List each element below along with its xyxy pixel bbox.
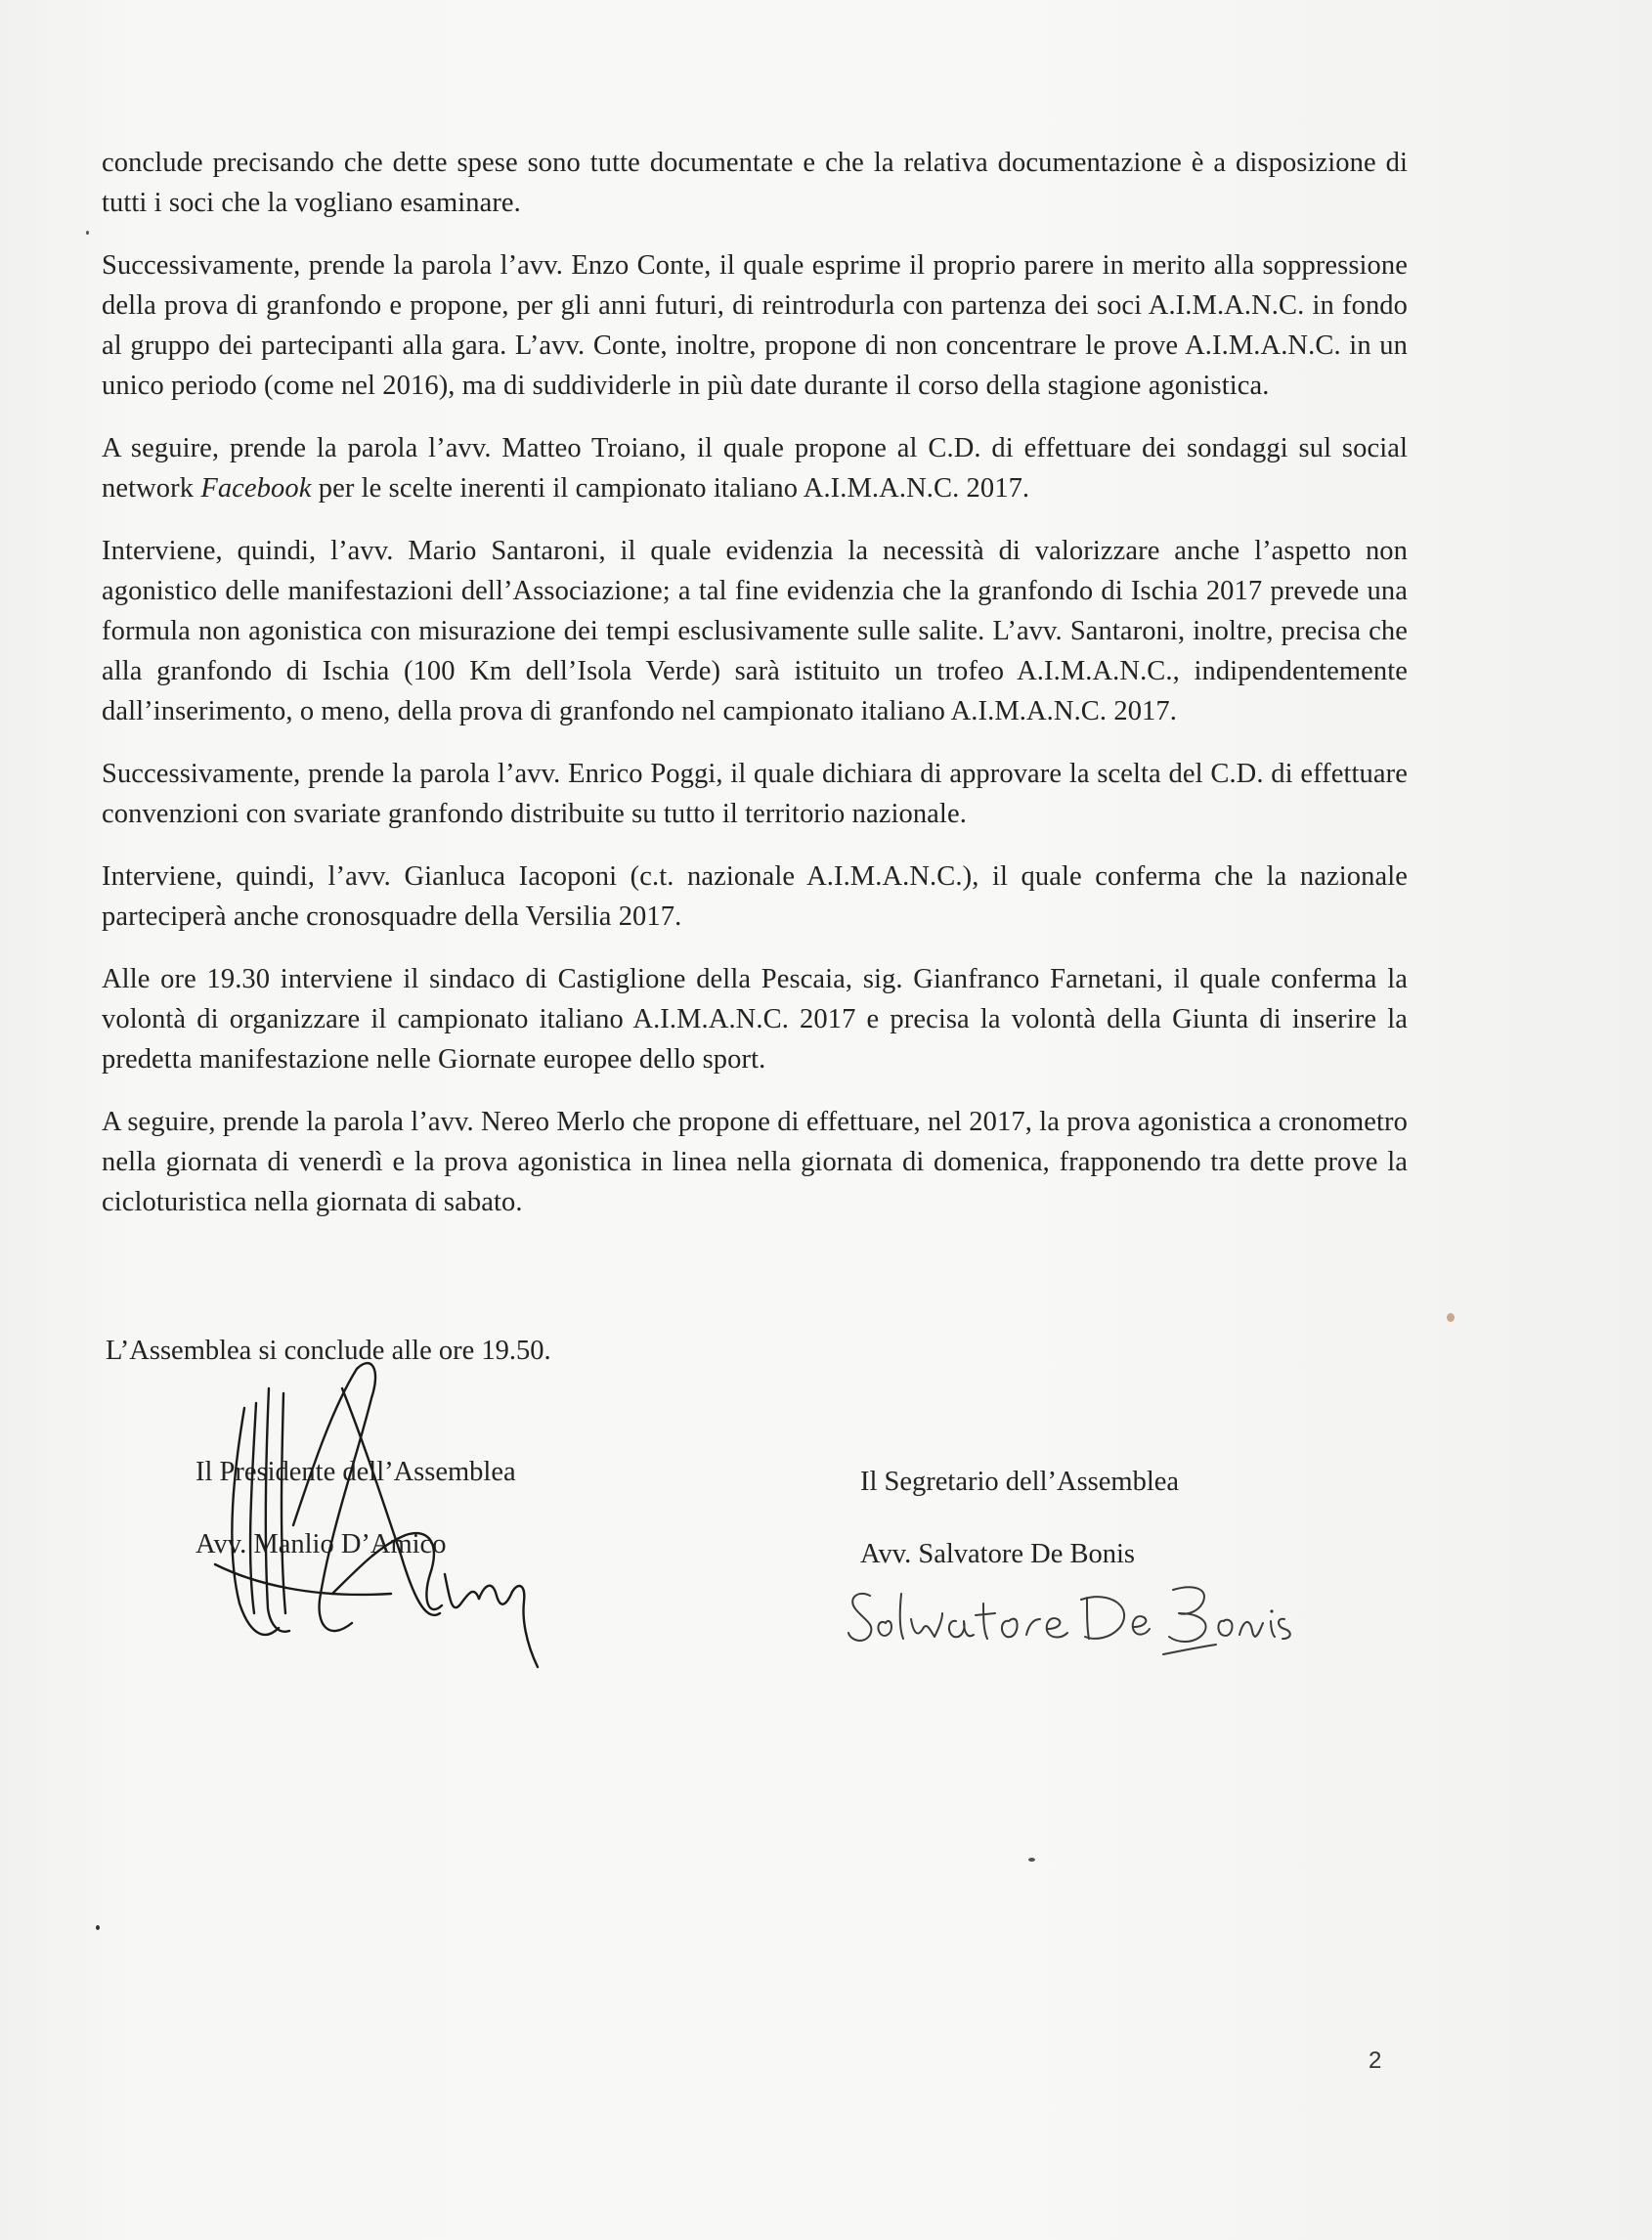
secretary-title: Il Segretario dell’Assemblea <box>860 1467 1180 1497</box>
paragraph-conte: Successivamente, prende la parola l’avv. Enzo Conte, il quale esprime il proprio parere in merito alla soppressione della prova di granfondo e propone, per gli anni futuri, di reintrodurla con partenza dei soci A.I.M.A.N.C. in fondo al gruppo dei partecipanti alla gara. L’avv. Conte, inoltre, propone di non concentrare le prove A.I.M.A.N.C. in un unico periodo (come nel 2016), ma di suddividerle in più date durante il corso della stagione agonistica. <box>102 250 1408 401</box>
president-name: Avv. Manlio D’Amico <box>196 1529 447 1559</box>
paragraph-expenses: conclude precisando che dette spese sono tutte documentate e che la relativa documentazione è a disposizione di tutti i soci che la vogliano esaminare. <box>102 148 1408 218</box>
paragraph-sindaco: Alle ore 19.30 interviene il sindaco di Castiglione della Pescaia, sig. Gianfranco Farnetani, il quale conferma la volontà di organizzare il campionato italiano A.I.M.A.N.C. 2017 e precisa la volontà della Giunta di inserire la predetta manifestazione nelle Giornate europee dello sport. <box>102 964 1408 1075</box>
paragraph-merlo: A seguire, prende la parola l’avv. Nereo Merlo che propone di effettuare, nel 2017, la prova agonistica a cronometro nella giornata di venerdì e la prova agonistica in linea nella giornata di domenica, frapponendo tra dette prove la cicloturistica nella giornata di sabato. <box>102 1107 1408 1217</box>
facebook-italic: Facebook <box>200 473 312 504</box>
scan-speck <box>1447 1313 1455 1322</box>
paragraph-poggi: Successivamente, prende la parola l’avv. Enrico Poggi, il quale dichiara di approvare la scelta del C.D. di effettuare convenzioni con svariate granfondo distribuite su tutto il territorio nazionale. <box>102 759 1408 829</box>
troiano-tail: per le scelte inerenti il campionato italiano A.I.M.A.N.C. 2017. <box>311 473 1030 504</box>
scan-speck <box>96 1925 100 1930</box>
president-title: Il Presidente dell’Assemblea <box>196 1457 516 1487</box>
page-number: 2 <box>1369 2047 1382 2074</box>
paragraph-iacoponi: Interviene, quindi, l’avv. Gianluca Iacoponi (c.t. nazionale A.I.M.A.N.C.), il quale conferma che la nazionale parteciperà anche cronosquadre della Versilia 2017. <box>102 861 1408 932</box>
scan-speck <box>1028 1858 1035 1862</box>
president-signature <box>196 1349 567 1672</box>
closing-line: L’Assemblea si conclude alle ore 19.50. <box>106 1336 551 1366</box>
secretary-signature <box>841 1574 1310 1662</box>
paragraph-santaroni: Interviene, quindi, l’avv. Mario Santaroni, il quale evidenzia la necessità di valorizzare anche l’aspetto non agonistico delle manifestazioni dell’Associazione; a tal fine evidenzia che la granfondo di Ischia 2017 prevede una formula non agonistica con misurazione dei tempi esclusivamente sulle salite. L’avv. Santaroni, inoltre, precisa che alla granfondo di Ischia (100 Km dell’Isola Verde) sarà istituito un trofeo A.I.M.A.N.C., indipendentemente dall’inserimento, o meno, della prova di granfondo nel campionato italiano A.I.M.A.N.C. 2017. <box>102 536 1408 726</box>
secretary-name: Avv. Salvatore De Bonis <box>860 1539 1135 1569</box>
scan-speck <box>86 231 89 235</box>
document-body <box>102 143 1408 1245</box>
paragraph-troiano <box>102 428 1408 508</box>
troiano-text: A seguire, prende la parola l’avv. Matteo Troiano, il quale propone al C.D. di effettuare dei sondaggi sul social network <box>102 433 1408 504</box>
